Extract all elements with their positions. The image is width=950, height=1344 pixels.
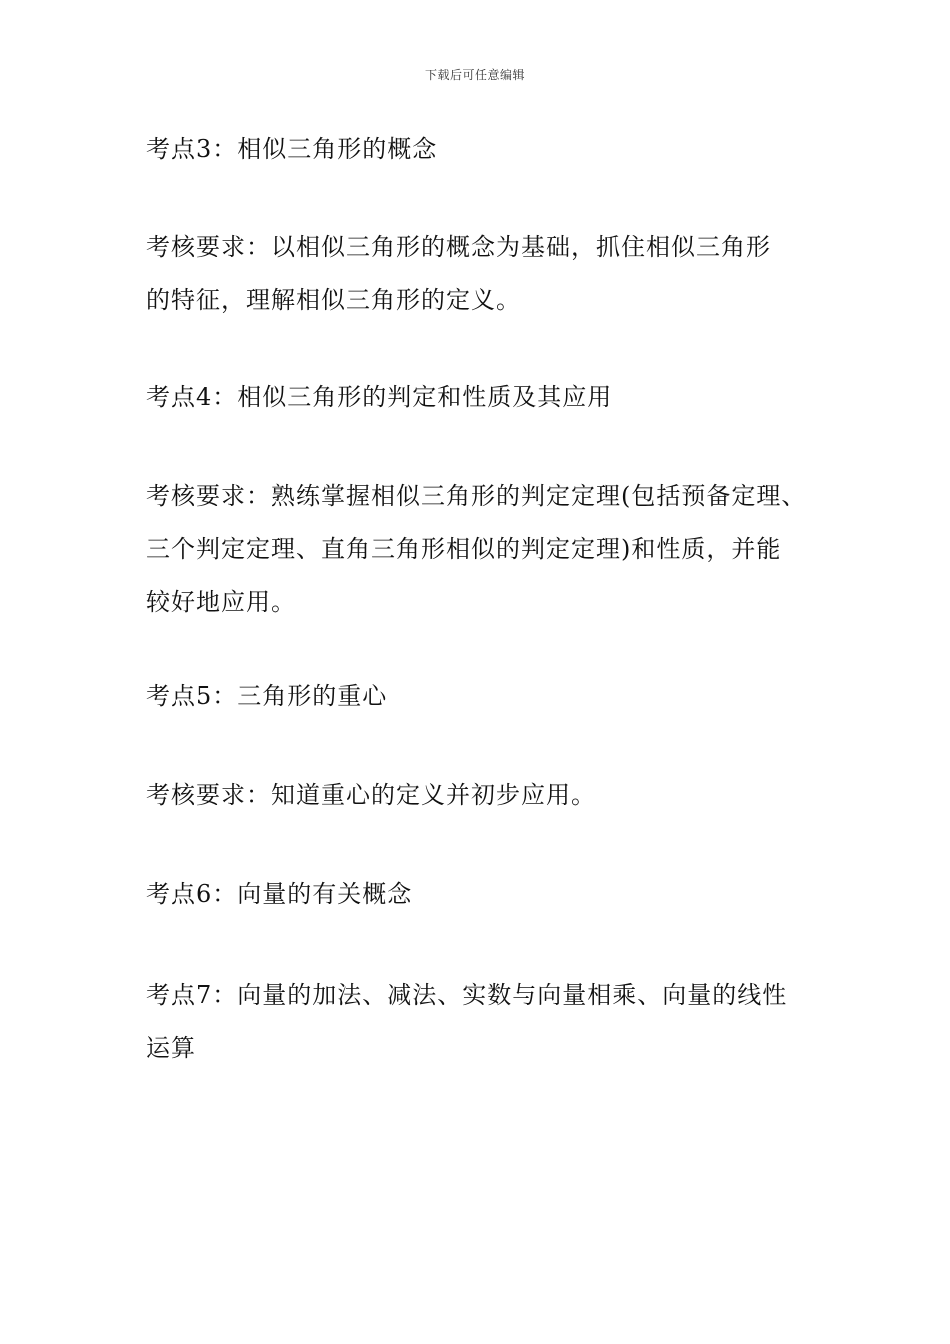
point-4-requirement-line-1: 考核要求：熟练掌握相似三角形的判定定理(包括预备定理、 <box>146 482 807 510</box>
point-4-requirement-line-3: 较好地应用。 <box>146 588 296 616</box>
point-4-requirement-line-2: 三个判定定理、直角三角形相似的判定定理)和性质，并能 <box>146 535 782 563</box>
point-5-requirement: 考核要求：知道重心的定义并初步应用。 <box>146 781 596 809</box>
point-6-heading: 考点6：向量的有关概念 <box>146 880 413 908</box>
point-3-requirement-line-2: 的特征，理解相似三角形的定义。 <box>146 286 521 314</box>
page-header: 下载后可任意编辑 <box>424 68 525 82</box>
point-5-heading: 考点5：三角形的重心 <box>146 682 388 710</box>
point-3-heading: 考点3：相似三角形的概念 <box>146 135 438 163</box>
point-7-heading-line-2: 运算 <box>146 1034 196 1062</box>
point-3-requirement-line-1: 考核要求：以相似三角形的概念为基础，抓住相似三角形 <box>146 233 771 261</box>
point-4-heading: 考点4：相似三角形的判定和性质及其应用 <box>146 383 613 411</box>
point-7-heading-line-1: 考点7：向量的加法、减法、实数与向量相乘、向量的线性 <box>146 981 788 1009</box>
